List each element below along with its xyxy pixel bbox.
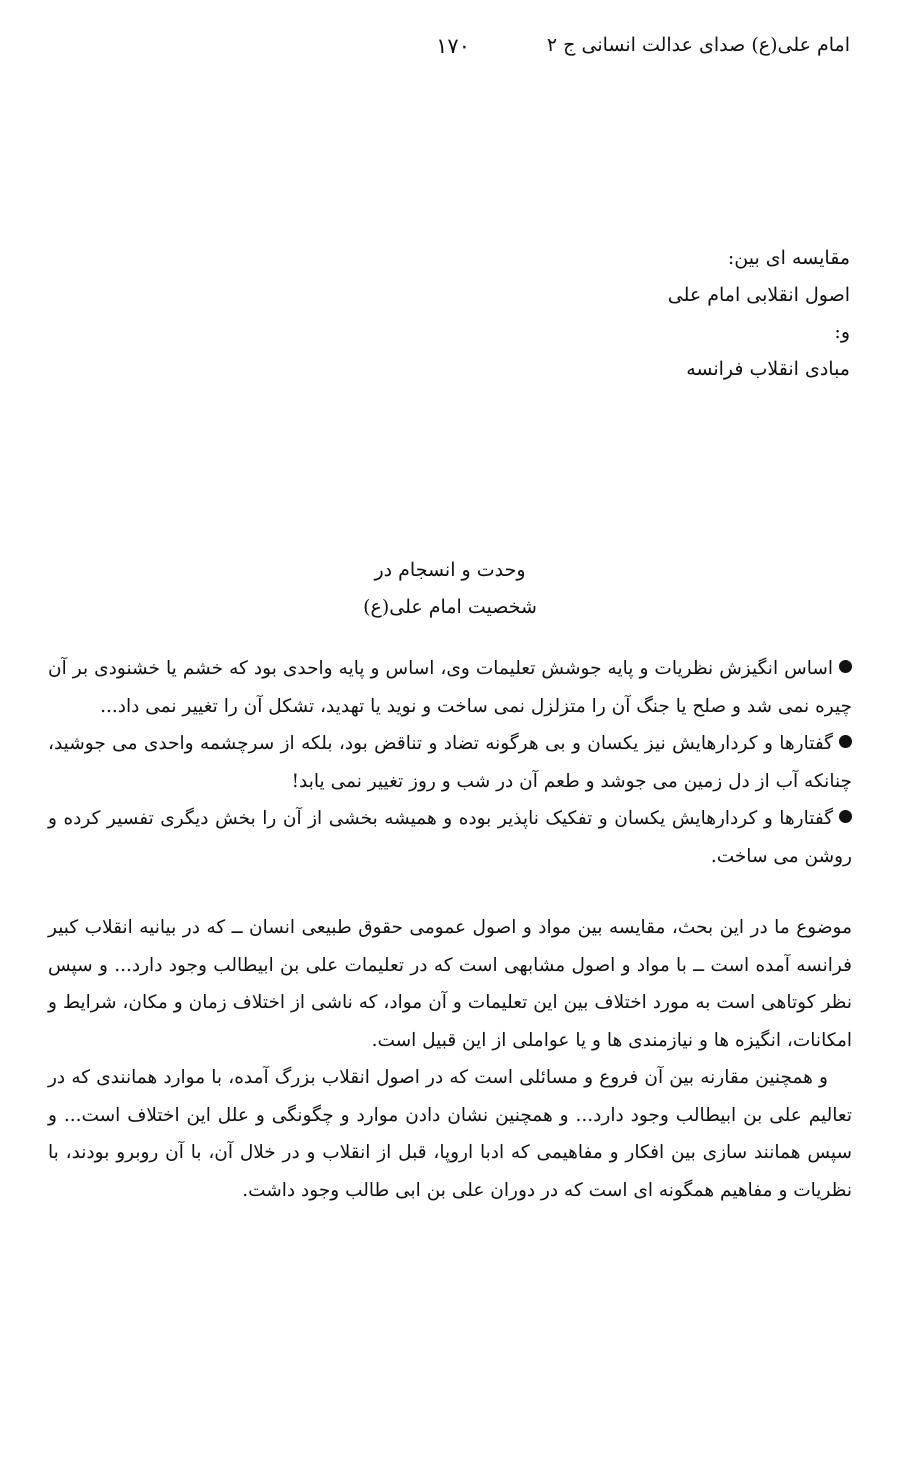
paragraph-1: موضوع ما در این بحث، مقایسه بین مواد و اصول عمومی حقوق طبیعی انسان ــ که در بیانیه انقلاب کبیر فرانسه آمده است ــ با مواد و اصول مشابهی است که در تعلیمات علی بن ابیطالب وجود دارد... و سپس نظر کوتاهی است به مورد اختلاف بین این تعلیمات و آن مواد، که ناشی از اختلاف زمان و مکان، شرایط و امکانات، انگیزه ها و نیازمندی ها و یا عواملی از این قبیل است.: [48, 917, 852, 1051]
bullet-icon: [839, 735, 852, 748]
comparison-subject-2: مبادی انقلاب فرانسه: [686, 358, 850, 380]
section-heading-line-2: شخصیت امام علی(ع): [363, 596, 537, 618]
bullet-text: گفتارها و کردارهایش نیز یکسان و بی هرگونه تضاد و تناقض بود، بلکه از سرچشمه واحدی می جوشید، چنانکه آب از دل زمین می جوشد و طعم آن در شب و روز تغییر نمی یابد!: [48, 733, 852, 792]
comparison-block: [350, 240, 850, 388]
bullet-item-2: [48, 725, 852, 800]
comparison-subject-1: اصول انقلابی امام علی: [667, 284, 850, 306]
section-heading-line-1: وحدت و انسجام در: [374, 559, 526, 581]
comparison-conjunction: و:: [834, 321, 850, 343]
bullet-icon: [839, 810, 852, 823]
book-title: امام علی(ع) صدای عدالت انسانی ج ۲: [546, 34, 850, 56]
bullet-text: اساس انگیزش نظریات و پایه جوشش تعلیمات وی، اساس و پایه واحدی بود که خشم یا خشنودی بر آن چیره نمی شد و صلح یا جنگ آن را متزلزل نمی ساخت و نوید یا تهدید، تشکل آن را تغییر نمی داد...: [48, 658, 852, 717]
paragraph-2: و همچنین مقارنه بین آن فروع و مسائلی است که در اصول انقلاب بزرگ آمده، با موارد همانندی که در تعالیم علی بن ابیطالب وجود دارد... و همچنین نشان دادن موارد و چگونگی و علل این اختلاف است... و سپس همانند سازی بین افکار و مفاهیمی که ادبا اروپا، قبل از انقلاب و در خلال آن، با آن روبرو بودند، با نظریات و مفاهیم همگونه ای است که در دوران علی بن ابی طالب وجود داشت.: [48, 1067, 852, 1201]
bullet-item-1: [48, 650, 852, 725]
bullet-text: گفتارها و کردارهایش یکسان و تفکیک ناپذیر بوده و همیشه بخشی از آن را بخش دیگری تفسیر کرده و روشن می ساخت.: [48, 808, 852, 867]
comparison-intro: مقایسه ای بین:: [727, 247, 850, 269]
section-heading: [0, 552, 900, 626]
paragraph-spacer: [48, 875, 852, 909]
page-number: ۱۷۰: [436, 34, 470, 58]
body-text: [48, 650, 852, 1209]
running-header: [50, 34, 850, 66]
bullet-icon: [839, 660, 852, 673]
bullet-item-3: [48, 800, 852, 875]
